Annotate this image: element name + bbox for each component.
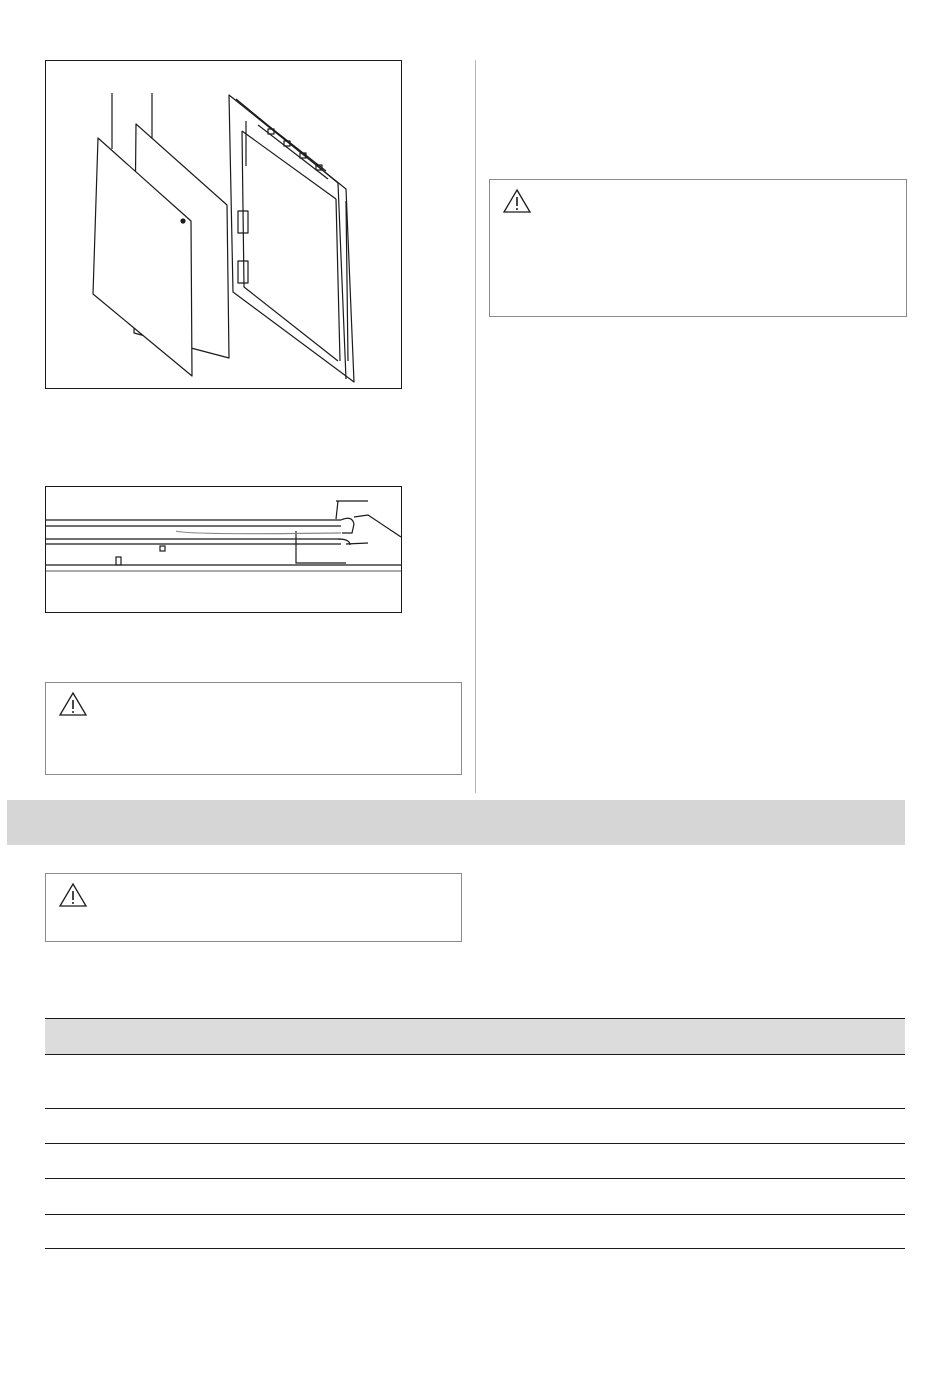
troubleshooting-table xyxy=(45,1018,905,1249)
left-column-warning-box xyxy=(45,682,462,775)
table-row xyxy=(45,1179,905,1215)
table-header xyxy=(45,1018,905,1055)
glass-panel-cross-section-illustration xyxy=(46,487,401,612)
table-row xyxy=(45,1144,905,1179)
right-column-warning-box xyxy=(489,179,907,317)
door-glass-figure xyxy=(45,60,402,389)
door-glass-panels-illustration xyxy=(46,61,401,388)
door-frame xyxy=(229,95,354,382)
warning-triangle-icon xyxy=(502,188,532,214)
table-row xyxy=(45,1109,905,1144)
table-row xyxy=(45,1055,905,1109)
warning-triangle-icon xyxy=(58,882,88,908)
section-warning-box xyxy=(45,873,462,942)
table-row xyxy=(45,1215,905,1249)
warning-triangle-icon xyxy=(58,691,88,717)
column-divider xyxy=(475,60,476,793)
section-heading-band xyxy=(7,800,905,845)
glass-seating-figure xyxy=(45,486,402,613)
